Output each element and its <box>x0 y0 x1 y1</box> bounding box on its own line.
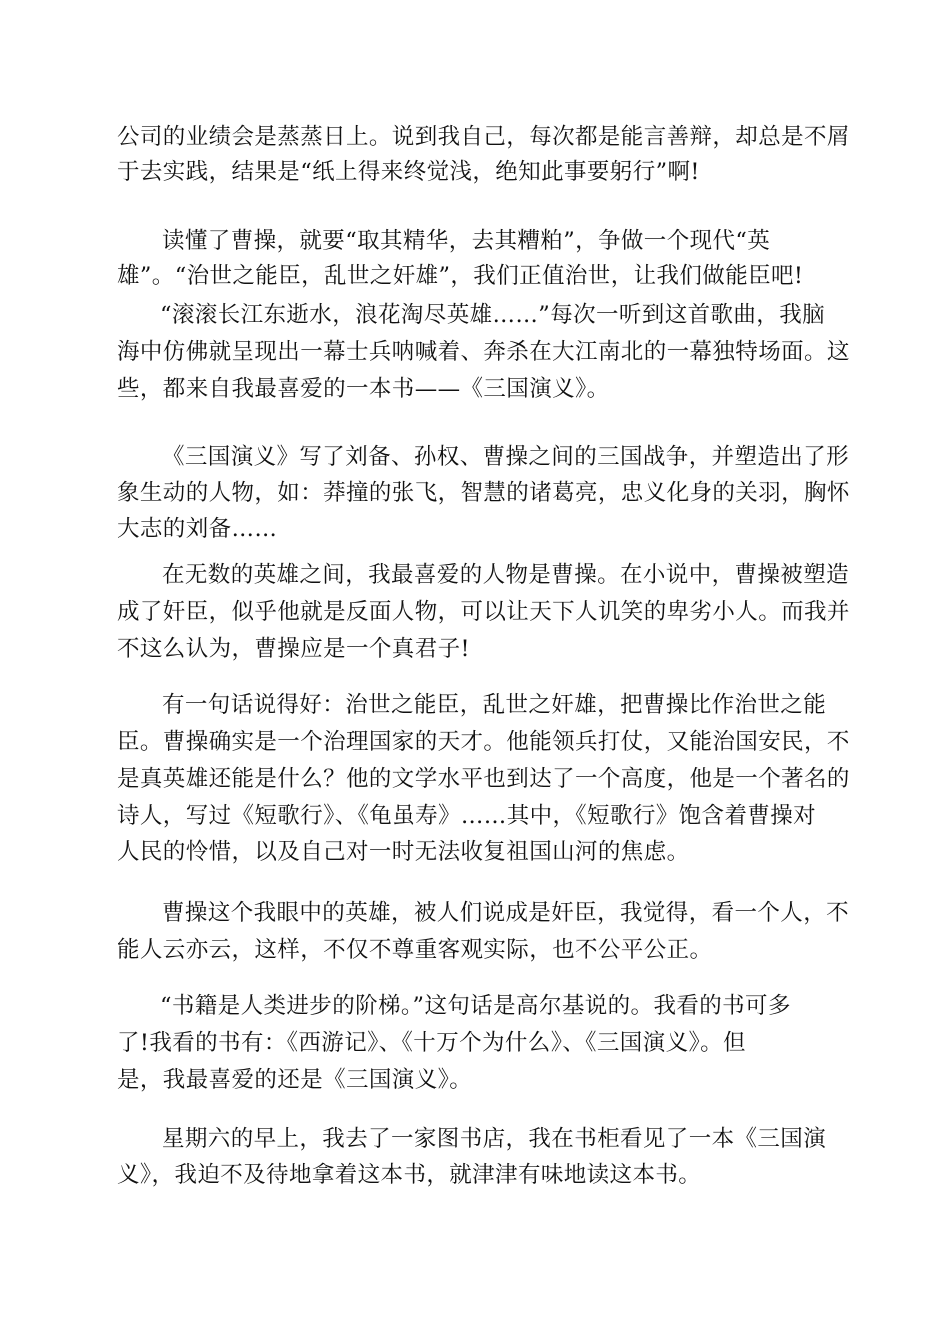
paragraph-line: 是，我最喜爱的还是《三国演义》。 <box>117 1067 473 1093</box>
paragraph-first-line: 《三国演义》写了刘备、孙权、曹操之间的三国战争，并塑造出了形 <box>162 444 850 470</box>
paragraph-first-line: 星期六的早上，我去了一家图书店，我在书柜看见了一本《三国演 <box>162 1126 827 1152</box>
paragraph-line: 诗人，写过《短歌行》、《龟虽寿》……其中，《短歌行》饱含着曹操对 <box>117 803 817 829</box>
paragraph-line: 于去实践，结果是“纸上得来终觉浅，绝知此事要躬行”啊! <box>117 159 700 185</box>
paragraph-line: 些，都来自我最喜爱的一本书——《三国演义》。 <box>117 376 610 402</box>
paragraph-line: 雄”。“治世之能臣，乱世之奸雄”，我们正值治世，让我们做能臣吧! <box>117 263 804 289</box>
paragraph-line: 大志的刘备…… <box>117 516 278 542</box>
paragraph-first-line: 读懂了曹操，就要“取其精华，去其糟粕”，争做一个现代“英 <box>162 228 771 254</box>
paragraph-first-line: “书籍是人类进步的阶梯。”这句话是高尔基说的。我看的书可多 <box>160 993 791 1019</box>
paragraph-line: 义》，我迫不及待地拿着这本书，就津津有味地读这本书。 <box>117 1162 702 1188</box>
paragraph-first-line: 有一句话说得好：治世之能臣，乱世之奸雄，把曹操比作治世之能 <box>162 692 827 718</box>
paragraph-line: 了!我看的书有：《西游记》、《十万个为什么》、《三国演义》。但 <box>117 1030 746 1056</box>
paragraph-line: 人民的怜惜，以及自己对一时无法收复祖国山河的焦虑。 <box>117 839 690 865</box>
paragraph-line: 公司的业绩会是蒸蒸日上。说到我自己，每次都是能言善辩，却总是不屑 <box>117 124 850 150</box>
paragraph-line: 海中仿佛就呈现出一幕士兵呐喊着、奔杀在大江南北的一幕独特场面。这 <box>117 339 850 365</box>
paragraph-line: 能人云亦云，这样，不仅不尊重客观实际，也不公平公正。 <box>117 937 713 963</box>
paragraph-line: 臣。曹操确实是一个治理国家的天才。他能领兵打仗，又能治国安民，不 <box>117 729 850 755</box>
paragraph-first-line: 在无数的英雄之间，我最喜爱的人物是曹操。在小说中，曹操被塑造 <box>162 562 850 588</box>
paragraph-first-line: 曹操这个我眼中的英雄，被人们说成是奸臣，我觉得，看一个人，不 <box>162 900 850 926</box>
paragraph-line: 是真英雄还能是什么？他的文学水平也到达了一个高度，他是一个著名的 <box>117 766 850 792</box>
paragraph-first-line: “滚滚长江东逝水，浪花淘尽英雄……”每次一听到这首歌曲，我脑 <box>160 302 826 328</box>
paragraph-line: 成了奸臣，似乎他就是反面人物，可以让天下人讥笑的卑劣小人。而我并 <box>117 599 850 625</box>
paragraph-line: 象生动的人物，如：莽撞的张飞，智慧的诸葛亮，忠义化身的关羽，胸怀 <box>117 480 850 506</box>
paragraph-line: 不这么认为，曹操应是一个真君子! <box>117 636 470 662</box>
